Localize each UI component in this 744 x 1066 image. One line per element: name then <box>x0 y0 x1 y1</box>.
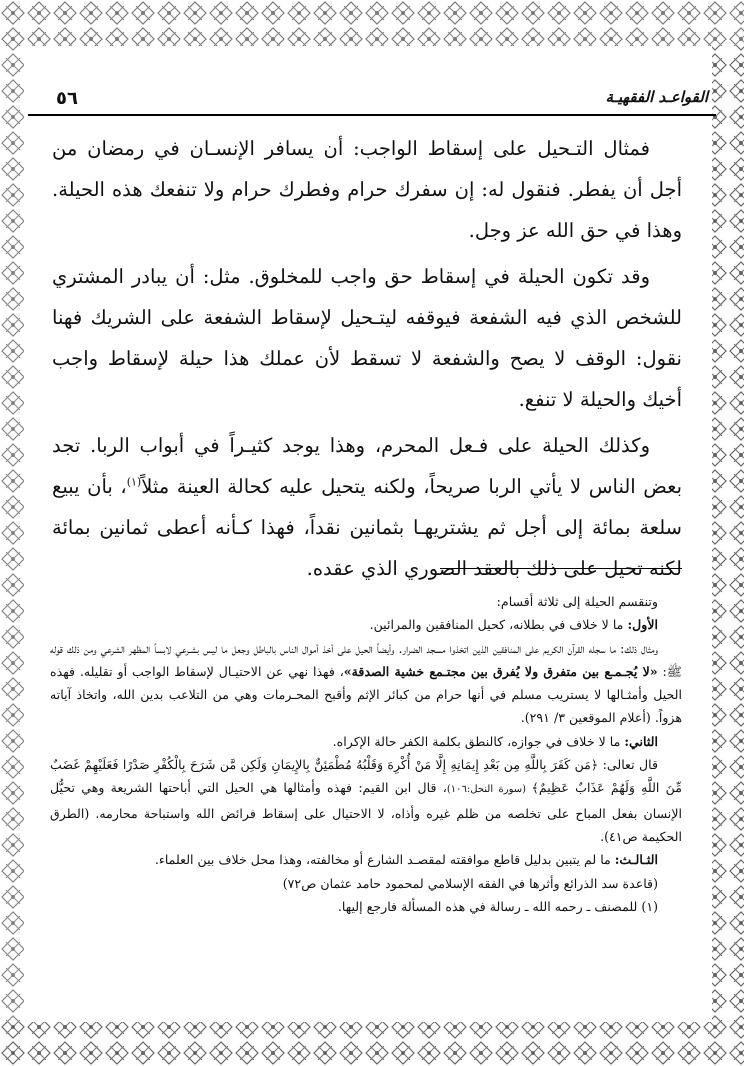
verse-reference: (سورة النحل:١٠٦) <box>446 784 532 796</box>
paragraph-3-part-a: وكذلك الحيلة على فـعل المحرم، وهذا يوجد كثيـراً في أبواب الربا. تجد بعض الناس لا يأتي الربا صريحاً، ولكنه يتحيل عليه كحالة العينة مثلاً <box>52 434 682 498</box>
main-text <box>52 128 682 594</box>
first-label: الأول: <box>627 617 658 633</box>
paragraph-3-part-b: ، بأن يبيع سلعة بمائة إلى أجل ثم يشتريهـا بثمانين نقداً، فهذا كـأنه أعطى ثمانين بمائة لكنه تحيل على ذلك بالعقد الصوري الذي عقده. <box>52 475 682 580</box>
header-rule <box>28 114 716 116</box>
footnote-third-source: (قاعدة سد الذرائع وأثرها في الفقه الإسلامي لمحمود حامد عثمان ص٧٢) <box>282 875 658 891</box>
footnote-first <box>50 613 682 636</box>
footnote-separator <box>440 568 682 569</box>
footnote-note-1: (١) للمصنف ـ رحمه الله ـ رسالة في هذه المسألة فارجع إليها. <box>337 898 658 914</box>
first-rest: ، فهذا نهي عن الاحتيـال لإسقاط الواجب أو تقليله. فهذه الحيل وأمثـالها لا يستريب مسلم في أنها حرام من كبائر الإثم وأقبح المحـرمات وهي من التلاعب بدين الله، واتخاذ آياته هزواً. (أعلام الموقعين ٣/ ٢٩١). <box>50 663 682 726</box>
paragraph-3 <box>52 425 682 589</box>
second-label: الثاني: <box>624 733 658 749</box>
footnote-second <box>50 730 682 753</box>
third-text: ما لم يتبين بدليل قاطع موافقته لمقصـد الشارع أو مخالفته، وهذا محل خلاف بين العلماء. <box>154 852 615 868</box>
footnotes <box>50 590 682 918</box>
footnote-second-example <box>50 753 682 848</box>
second-rest: ، قال ابن القيم: فهذه وأمثالها هي الحيل التي أباحتها الشريعة وهي تحيُّل الإنسان بفعل المباح على تخلصه من ظلم غيره وأذاه، لا الاحتيال على إسقاط فرائض الله واستباحة محارمه. (الطرق الحكيمة ص٤١). <box>50 780 682 844</box>
page-header <box>28 88 714 114</box>
running-title: القواعـد الفقهيـة <box>605 88 708 106</box>
footnote-marker: (١) <box>126 475 142 489</box>
second-example-a: قال تعالى: <box>598 757 658 773</box>
second-text: ما لا خلاف في جوازه، كالنطق بكلمة الكفر حالة الإكراه. <box>332 733 625 749</box>
footnote-intro: وتنقسم الحيلة إلى ثلاثة أقسام: <box>496 594 658 609</box>
third-label: الثـالـث: <box>614 852 658 868</box>
first-example: ومثال ذلك: ما سجله القرآن الكريم على المنافقين الذين اتخذوا مسجد الضرار. وأيضاً الحيل على أخذ أموال الناس بالباطل وجعل ما ليس بشـرعي لابساً المظهر الشرعي ومن ذلك قوله ﷺ: <box>50 640 682 679</box>
footnote-third <box>50 848 682 871</box>
paragraph-2: وقد تكون الحيلة في إسقاط حق واجب للمخلوق. مثل: أن يبادر المشتري للشخص الذي فيه الشفعة فيوقفه ليتـحيل لإسقاط الشفعة على الشريك فهنا نقول: الوقف لا يصح والشفعة لا تسقط لأن عملك هذا حيلة لإسقاط واجب أخيك والحيلة لا تنفع. <box>52 265 682 411</box>
footnote-first-example <box>50 637 682 730</box>
paragraph-1: فمثال التـحيل على إسقاط الواجب: أن يسافر الإنسـان في رمضان من أجل أن يفطر. فنقول له: إن سفرك حرام وفطرك حرام ولا تنفعك هذه الحيلة. وهذا في حق الله عز وجل. <box>52 137 682 242</box>
page-number: ٥٦ <box>56 88 78 109</box>
first-text: ما لا خلاف في بطلانه، كحيل المنافقين والمرائين. <box>369 617 628 633</box>
quran-verse: ﴿مَن كَفَرَ بِاللَّهِ مِن بَعْدِ إِيمَانِهِ إِلَّا مَنْ أُكْرِهَ وَقَلْبُهُ مُطْمَئِنٌّ بِالإِيمَانِ وَلَكِن مَّن شَرَحَ بِالْكُفْرِ صَدْرًا فَعَلَيْهِمْ غَضَبٌ مِّنَ اللَّهِ وَلَهُمْ عَذَابٌ عَظِيمٌ﴾ <box>50 757 683 796</box>
hadith-quote: «لا يُجـمـع بين متفرق ولا يُفرق بين مجتـمع خشية الصدقة» <box>343 663 658 679</box>
